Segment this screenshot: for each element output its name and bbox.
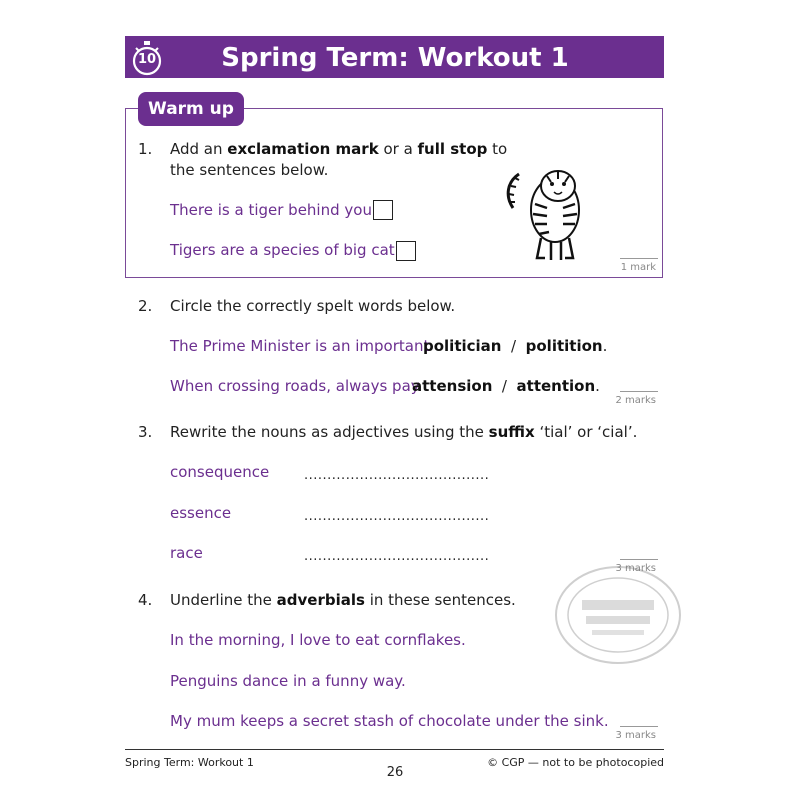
timer-minutes: 10 xyxy=(137,52,157,67)
noun-3: race xyxy=(170,544,203,562)
warm-up-label: Warm up xyxy=(138,92,244,126)
stopwatch-icon xyxy=(130,40,164,76)
question-2-line-2: When crossing roads, always pay xyxy=(170,377,420,395)
page-number: 26 xyxy=(386,765,404,780)
question-3-number: 3. xyxy=(138,423,153,441)
sentence-2: Tigers are a species of big cat xyxy=(170,241,395,259)
question-3-text: Rewrite the nouns as adjectives using the suffix ‘tial’ or ‘cial’. xyxy=(170,423,638,441)
question-1-text: Add an exclamation mark or a full stop to xyxy=(170,140,508,158)
distributor-stamp-watermark xyxy=(552,560,684,670)
option-politician[interactable]: politician xyxy=(423,337,502,355)
question-1-text-line2: the sentences below. xyxy=(170,161,329,179)
mark-line xyxy=(620,726,658,727)
question-2-number: 2. xyxy=(138,297,153,315)
question-1-marks: 1 mark xyxy=(620,262,656,273)
question-4-number: 4. xyxy=(138,591,153,609)
option-attention[interactable]: attention xyxy=(516,377,596,395)
answer-line-2[interactable]: ........................................ xyxy=(304,509,490,524)
mark-line xyxy=(620,391,658,392)
footer-copyright: © CGP — not to be photocopied xyxy=(487,756,664,769)
question-4-marks: 3 marks xyxy=(615,730,656,741)
sentence-1: There is a tiger behind you xyxy=(170,201,372,219)
mark-line xyxy=(620,258,658,259)
question-3-marks: 3 marks xyxy=(615,563,656,574)
answer-line-3[interactable]: ........................................ xyxy=(304,549,490,564)
question-1-number: 1. xyxy=(138,140,153,158)
noun-2: essence xyxy=(170,504,232,522)
question-2-options-2: attension / attention. xyxy=(412,377,600,395)
adverbial-sentence-3[interactable]: My mum keeps a secret stash of chocolate under the sink. xyxy=(170,712,609,730)
question-4-text: Underline the adverbials in these sentences. xyxy=(170,591,516,609)
question-2-options-1: politician / politition. xyxy=(423,337,608,355)
tiger-illustration xyxy=(503,164,593,264)
footer-section-title: Spring Term: Workout 1 xyxy=(125,756,254,769)
option-attension[interactable]: attension xyxy=(412,377,493,395)
noun-1: consequence xyxy=(170,463,270,481)
question-2-text: Circle the correctly spelt words below. xyxy=(170,297,456,315)
punctuation-answer-box-1[interactable] xyxy=(373,200,393,220)
option-politition[interactable]: politition xyxy=(525,337,603,355)
question-2-marks: 2 marks xyxy=(615,395,656,406)
question-2-line-1: The Prime Minister is an important xyxy=(170,337,430,355)
adverbial-sentence-1[interactable]: In the morning, I love to eat cornflakes. xyxy=(170,631,466,649)
footer-divider xyxy=(125,749,664,750)
adverbial-sentence-2[interactable]: Penguins dance in a funny way. xyxy=(170,672,406,690)
answer-line-1[interactable]: ........................................ xyxy=(304,468,490,483)
punctuation-answer-box-2[interactable] xyxy=(396,241,416,261)
page-title: Spring Term: Workout 1 xyxy=(221,43,569,73)
